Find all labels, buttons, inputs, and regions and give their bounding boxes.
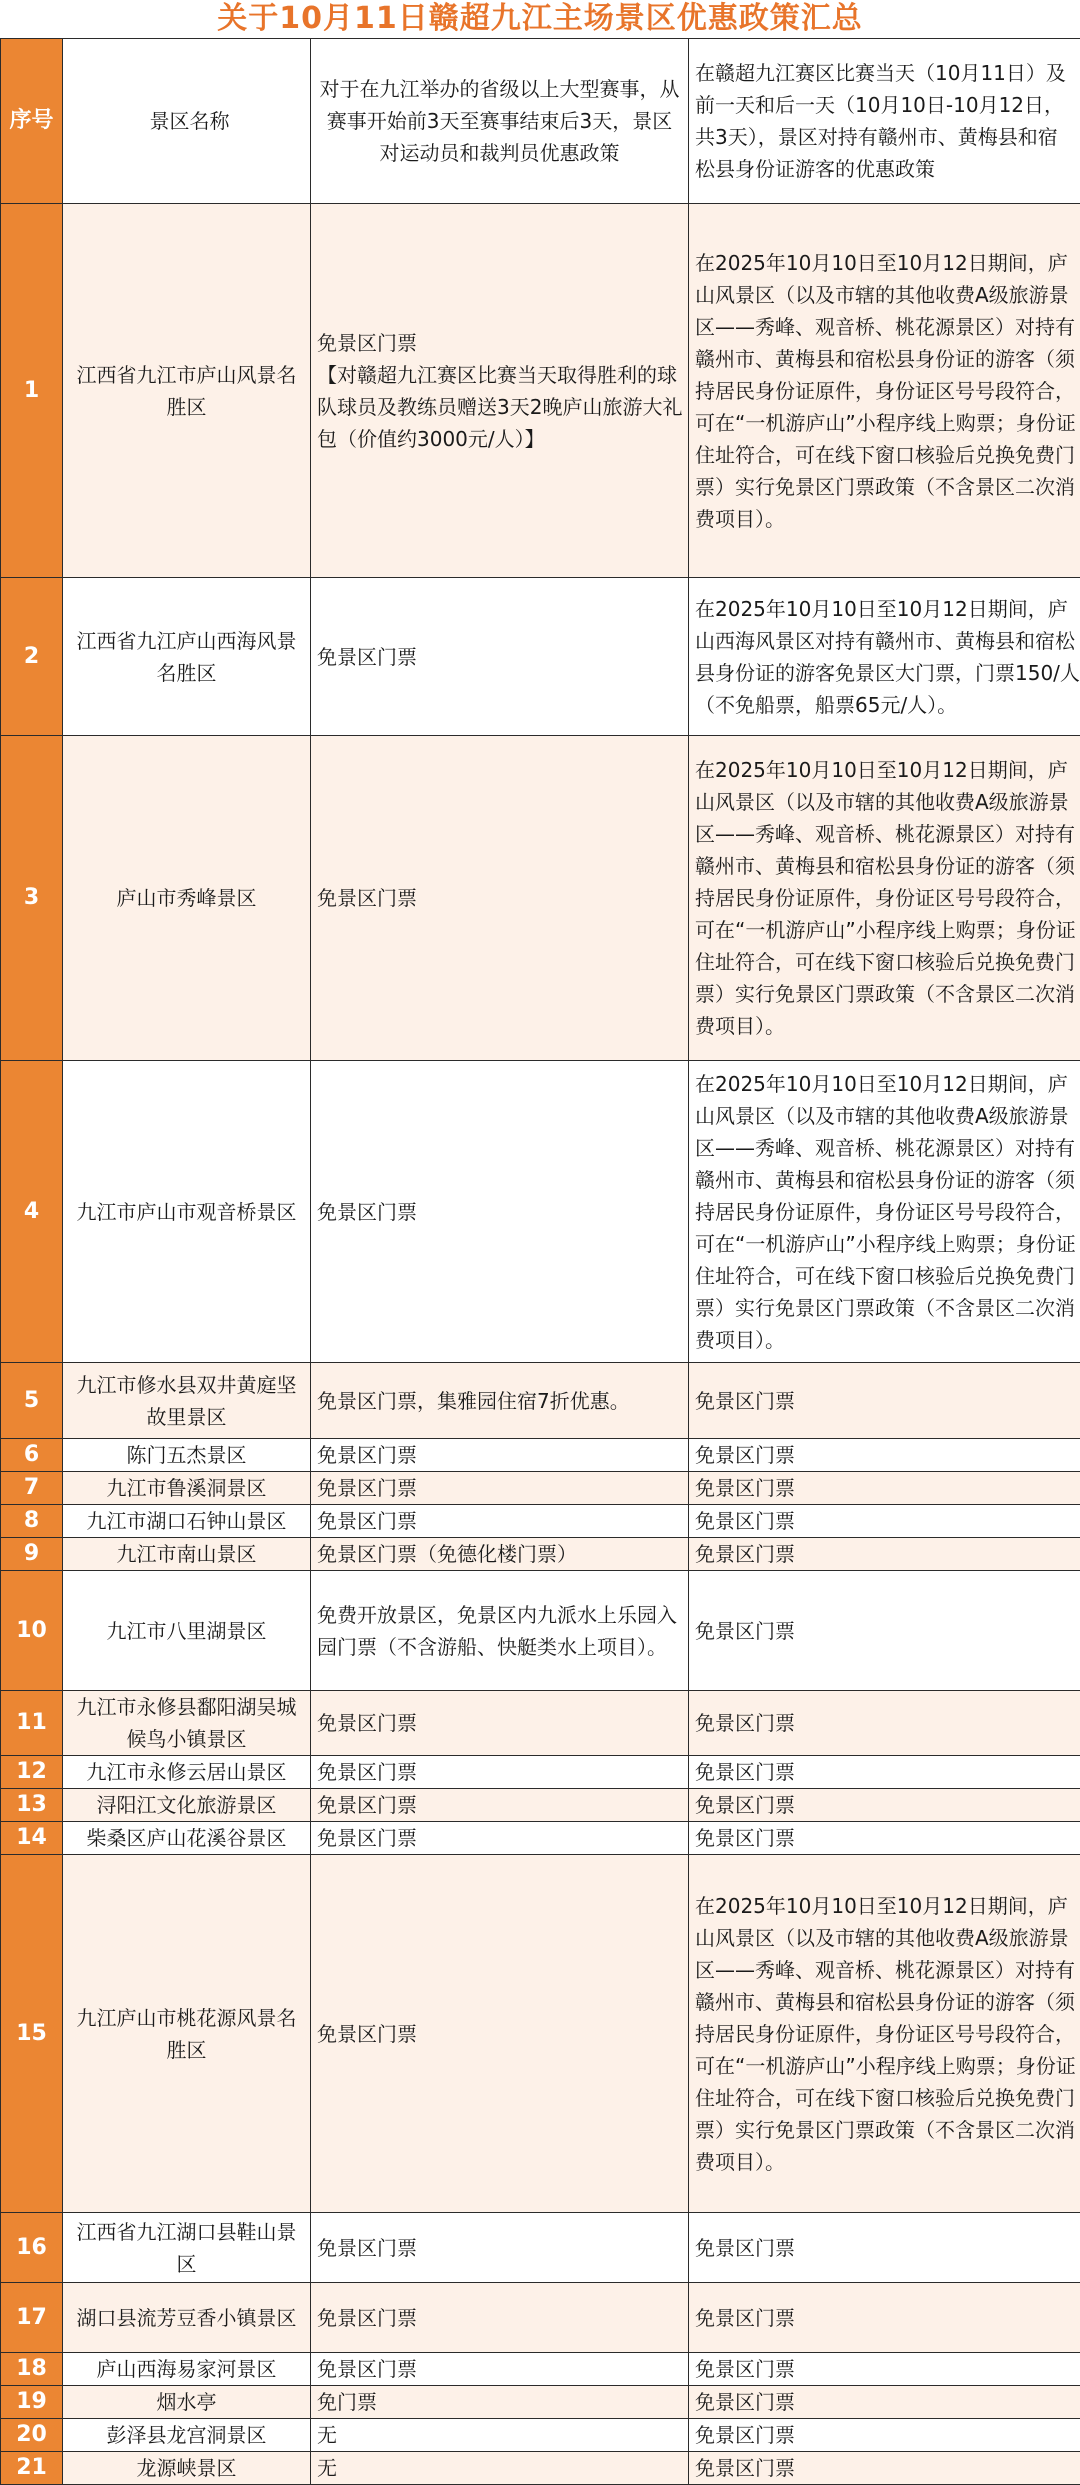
visitor-policy-cell: 免景区门票: [689, 1472, 1080, 1505]
athlete-policy-cell: 免景区门票: [311, 1756, 689, 1789]
scenic-name-cell: 九江庐山市桃花源风景名胜区: [63, 1855, 311, 2213]
row-index: 7: [1, 1472, 63, 1505]
table-row: [1, 1691, 1080, 1756]
athlete-policy-cell: 免景区门票: [311, 1505, 689, 1538]
scenic-name-cell: 柴桑区庐山花溪谷景区: [63, 1822, 311, 1855]
athlete-policy-cell: 免景区门票: [311, 2283, 689, 2353]
row-index: 17: [1, 2283, 63, 2353]
athlete-policy-cell: 免景区门票: [311, 1061, 689, 1363]
scenic-name-cell: 浔阳江文化旅游景区: [63, 1789, 311, 1822]
table-row: [1, 1505, 1080, 1538]
visitor-policy-cell: 免景区门票: [689, 1505, 1080, 1538]
table-row: [1, 2213, 1080, 2283]
scenic-name-cell: 九江市南山景区: [63, 1538, 311, 1571]
athlete-policy-cell: 免景区门票: [311, 578, 689, 736]
row-index: 1: [1, 204, 63, 578]
scenic-name-cell: 九江市永修云居山景区: [63, 1756, 311, 1789]
row-index: 8: [1, 1505, 63, 1538]
athlete-policy-cell: 免景区门票: [311, 2213, 689, 2283]
visitor-policy-cell: 免景区门票: [689, 2419, 1080, 2452]
visitor-policy-cell: 免景区门票: [689, 2283, 1080, 2353]
athlete-policy-cell: 免景区门票（免德化楼门票）: [311, 1538, 689, 1571]
scenic-name-cell: 烟水亭: [63, 2386, 311, 2419]
athlete-policy-cell: 免景区门票: [311, 1691, 689, 1756]
visitor-policy-cell: 免景区门票: [689, 1571, 1080, 1691]
scenic-name-cell: 九江市庐山市观音桥景区: [63, 1061, 311, 1363]
header-athlete-policy: 对于在九江举办的省级以上大型赛事，从赛事开始前3天至赛事结束后3天，景区对运动员和裁判员优惠政策: [311, 39, 689, 204]
visitor-policy-cell: 免景区门票: [689, 2386, 1080, 2419]
table-row: [1, 2386, 1080, 2419]
table-row: [1, 1855, 1080, 2213]
row-index: 6: [1, 1439, 63, 1472]
scenic-name-cell: 陈门五杰景区: [63, 1439, 311, 1472]
row-index: 21: [1, 2452, 63, 2485]
table-row: [1, 1571, 1080, 1691]
row-index: 19: [1, 2386, 63, 2419]
table-row: [1, 2452, 1080, 2485]
row-index: 5: [1, 1363, 63, 1439]
athlete-policy-cell: 免景区门票: [311, 1855, 689, 2213]
row-index: 20: [1, 2419, 63, 2452]
visitor-policy-cell: 免景区门票: [689, 1756, 1080, 1789]
row-index: 2: [1, 578, 63, 736]
header-index: 序号: [1, 39, 63, 204]
header-visitor-policy: 在赣超九江赛区比赛当天（10月11日）及前一天和后一天（10月10日-10月12日，共3天），景区对持有赣州市、黄梅县和宿松县身份证游客的优惠政策: [689, 39, 1080, 204]
athlete-policy-cell: 无: [311, 2452, 689, 2485]
visitor-policy-cell: 在2025年10月10日至10月12日期间，庐山风景区（以及市辖的其他收费A级旅游景区——秀峰、观音桥、桃花源景区）对持有赣州市、黄梅县和宿松县身份证的游客（须持居民身份证原件，身份证区号号段符合，可在“一机游庐山”小程序线上购票；身份证住址符合，可在线下窗口核验后兑换免费门票）实行免景区门票政策（不含景区二次消费项目）。: [689, 1855, 1080, 2213]
athlete-policy-cell: 免景区门票: [311, 1822, 689, 1855]
athlete-policy-cell: 免费开放景区，免景区内九派水上乐园入园门票（不含游船、快艇类水上项目）。: [311, 1571, 689, 1691]
athlete-policy-cell: 免景区门票，集雅园住宿7折优惠。: [311, 1363, 689, 1439]
table-row: [1, 1061, 1080, 1363]
row-index: 13: [1, 1789, 63, 1822]
visitor-policy-cell: 免景区门票: [689, 2213, 1080, 2283]
header-scenic-name: 景区名称: [63, 39, 311, 204]
table-row: [1, 2353, 1080, 2386]
visitor-policy-cell: 在2025年10月10日至10月12日期间，庐山风景区（以及市辖的其他收费A级旅游景区——秀峰、观音桥、桃花源景区）对持有赣州市、黄梅县和宿松县身份证的游客（须持居民身份证原件，身份证区号号段符合，可在“一机游庐山”小程序线上购票；身份证住址符合，可在线下窗口核验后兑换免费门票）实行免景区门票政策（不含景区二次消费项目）。: [689, 736, 1080, 1061]
athlete-policy-cell: 免景区门票: [311, 1472, 689, 1505]
row-index: 9: [1, 1538, 63, 1571]
table-row: [1, 1756, 1080, 1789]
table-row: [1, 1439, 1080, 1472]
table-row: [1, 578, 1080, 736]
athlete-policy-cell: 免景区门票: [311, 1789, 689, 1822]
scenic-name-cell: 彭泽县龙宫洞景区: [63, 2419, 311, 2452]
scenic-name-cell: 九江市永修县鄱阳湖吴城候鸟小镇景区: [63, 1691, 311, 1756]
table-row: [1, 1789, 1080, 1822]
athlete-policy-cell: 免门票: [311, 2386, 689, 2419]
table-row: [1, 736, 1080, 1061]
scenic-name-cell: 九江市湖口石钟山景区: [63, 1505, 311, 1538]
row-index: 10: [1, 1571, 63, 1691]
scenic-name-cell: 江西省九江湖口县鞋山景区: [63, 2213, 311, 2283]
scenic-name-cell: 九江市修水县双井黄庭坚故里景区: [63, 1363, 311, 1439]
visitor-policy-cell: 免景区门票: [689, 1439, 1080, 1472]
scenic-name-cell: 九江市八里湖景区: [63, 1571, 311, 1691]
visitor-policy-cell: 免景区门票: [689, 2353, 1080, 2386]
visitor-policy-cell: 免景区门票: [689, 1363, 1080, 1439]
row-index: 15: [1, 1855, 63, 2213]
row-index: 3: [1, 736, 63, 1061]
athlete-policy-cell: 免景区门票: [311, 2353, 689, 2386]
scenic-name-cell: 江西省九江庐山西海风景名胜区: [63, 578, 311, 736]
visitor-policy-cell: 免景区门票: [689, 1789, 1080, 1822]
visitor-policy-cell: 免景区门票: [689, 1822, 1080, 1855]
table-header-row: [1, 39, 1080, 204]
athlete-policy-cell: 免景区门票 【对赣超九江赛区比赛当天取得胜利的球队球员及教练员赠送3天2晚庐山旅游大礼包（价值约3000元/人）】: [311, 204, 689, 578]
scenic-name-cell: 湖口县流芳豆香小镇景区: [63, 2283, 311, 2353]
table-row: [1, 1822, 1080, 1855]
athlete-policy-cell: 免景区门票: [311, 736, 689, 1061]
visitor-policy-cell: 在2025年10月10日至10月12日期间，庐山西海风景区对持有赣州市、黄梅县和宿松县身份证的游客免景区大门票，门票150/人（不免船票，船票65元/人）。: [689, 578, 1080, 736]
table-row: [1, 2419, 1080, 2452]
table-row: [1, 1472, 1080, 1505]
scenic-name-cell: 庐山西海易家河景区: [63, 2353, 311, 2386]
athlete-policy-cell: 无: [311, 2419, 689, 2452]
scenic-name-cell: 九江市鲁溪洞景区: [63, 1472, 311, 1505]
row-index: 14: [1, 1822, 63, 1855]
visitor-policy-cell: 免景区门票: [689, 1538, 1080, 1571]
scenic-name-cell: 龙源峡景区: [63, 2452, 311, 2485]
row-index: 4: [1, 1061, 63, 1363]
scenic-name-cell: 江西省九江市庐山风景名胜区: [63, 204, 311, 578]
table-row: [1, 204, 1080, 578]
table-row: [1, 2283, 1080, 2353]
table-row: [1, 1363, 1080, 1439]
visitor-policy-cell: 在2025年10月10日至10月12日期间，庐山风景区（以及市辖的其他收费A级旅游景区——秀峰、观音桥、桃花源景区）对持有赣州市、黄梅县和宿松县身份证的游客（须持居民身份证原件，身份证区号号段符合，可在“一机游庐山”小程序线上购票；身份证住址符合，可在线下窗口核验后兑换免费门票）实行免景区门票政策（不含景区二次消费项目）。: [689, 1061, 1080, 1363]
athlete-policy-cell: 免景区门票: [311, 1439, 689, 1472]
visitor-policy-cell: 在2025年10月10日至10月12日期间，庐山风景区（以及市辖的其他收费A级旅游景区——秀峰、观音桥、桃花源景区）对持有赣州市、黄梅县和宿松县身份证的游客（须持居民身份证原件，身份证区号号段符合，可在“一机游庐山”小程序线上购票；身份证住址符合，可在线下窗口核验后兑换免费门票）实行免景区门票政策（不含景区二次消费项目）。: [689, 204, 1080, 578]
table-row: [1, 1538, 1080, 1571]
row-index: 12: [1, 1756, 63, 1789]
row-index: 16: [1, 2213, 63, 2283]
visitor-policy-cell: 免景区门票: [689, 1691, 1080, 1756]
row-index: 11: [1, 1691, 63, 1756]
page-title: 关于10月11日赣超九江主场景区优惠政策汇总: [0, 0, 1080, 38]
scenic-name-cell: 庐山市秀峰景区: [63, 736, 311, 1061]
row-index: 18: [1, 2353, 63, 2386]
policy-table: [0, 38, 1080, 2485]
visitor-policy-cell: 免景区门票: [689, 2452, 1080, 2485]
